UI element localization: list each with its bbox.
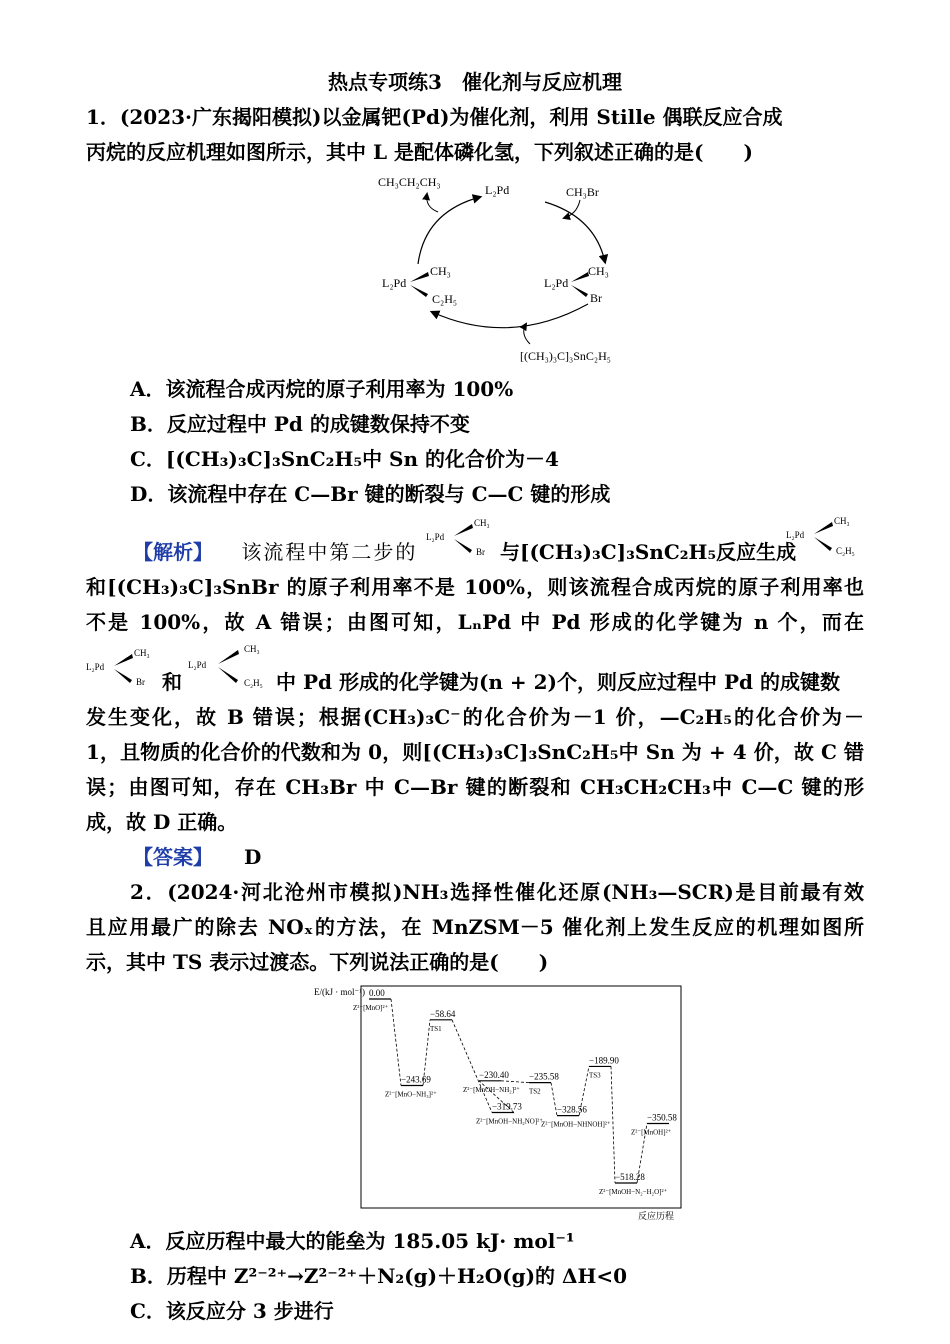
inline-struct-pd-ch3-c2h5-2 — [188, 640, 274, 690]
chart-ylabel: E/(kJ · mol⁻¹) — [314, 987, 365, 997]
svg-text:CH₃: CH₃ — [474, 518, 490, 528]
energy-value-label: −328.56 — [557, 1104, 587, 1115]
svg-text:C₂H₅: C₂H₅ — [244, 678, 263, 688]
cycle-reagent-tin: [(CH₃)₃C]₃SnC₂H₅ — [520, 349, 611, 363]
q1-option-d: D．该流程中存在 C—Br 键的断裂与 C—C 键的形成 — [130, 482, 611, 506]
analysis-line5: 发生变化，故 B 错误；根据(CH₃)₃C⁻的化合价为－1 价，—C₂H₅的化合价为－ — [86, 705, 864, 729]
svg-text:CH₃: CH₃ — [244, 644, 260, 654]
q2-option-b: B．历程中 Z²⁻²⁺→Z²⁻²⁺＋N₂(g)＋H₂O(g)的 ΔH<0 — [130, 1264, 628, 1288]
inline-struct-pd-ch3-br-2 — [86, 644, 156, 690]
q2-stem-line3: 示，其中 TS 表示过渡态。下列说法正确的是( ) — [86, 950, 549, 974]
analysis-tag: 【解析】 — [133, 540, 213, 564]
q1-stem-line2: 丙烷的反应机理如图所示，其中 L 是配体磷化氢，下列叙述正确的是( ) — [86, 140, 753, 164]
svg-text:CH₃: CH₃ — [834, 516, 850, 526]
cycle-reagent-ch3br: CH₃Br — [566, 185, 599, 199]
energy-value-label: −243.69 — [401, 1074, 431, 1085]
cycle-right-pd: L₂Pd — [544, 276, 569, 290]
q1-option-c: C．[(CH₃)₃C]₃SnC₂H₅中 Sn 的化合价为－4 — [130, 447, 559, 471]
cycle-left-pd: L₂Pd — [382, 276, 407, 290]
q2-stem-line1: 2．(2024·河北沧州市模拟)NH₃选择性催化还原(NH₃—SCR)是目前最有效 — [130, 880, 864, 904]
analysis-text-1a: 该流程中第二步的 — [241, 540, 418, 564]
cycle-right-br: Br — [590, 291, 602, 305]
energy-value-label: 0.00 — [369, 988, 385, 998]
analysis-line6: 1，且物质的化合价的代数和为 0，则[(CH₃)₃C]₃SnC₂H₅中 Sn 为 + 4 价，故 C 错 — [86, 740, 864, 764]
energy-species-label: TS3 — [589, 1071, 601, 1080]
svg-text:L₂Pd: L₂Pd — [188, 660, 207, 670]
energy-species-label: Z²⁻[MnOH−NH₂NO]²⁺ — [476, 1117, 543, 1126]
analysis-text-1b: 与[(CH₃)₃C]₃SnC₂H₅反应生成 — [500, 540, 797, 564]
energy-species-label: Z²⁻[MnO−NH₃]²⁺ — [385, 1090, 437, 1099]
energy-connector — [501, 1081, 529, 1083]
q1-option-b: B．反应过程中 Pd 的成键数保持不变 — [130, 412, 470, 436]
energy-species-label: Z²⁻[MnOH−NHNOH]²⁺ — [541, 1120, 611, 1129]
energy-value-label: −235.58 — [529, 1071, 559, 1082]
inline-struct-pd-ch3-br — [426, 514, 496, 560]
energy-species-label: Z²⁻[MnOH−NH₂]²⁺ — [463, 1085, 520, 1094]
cycle-top-pd: L₂Pd — [485, 183, 510, 197]
analysis-line4: 中 Pd 形成的化学键为(n + 2)个，则反应过程中 Pd 的成键数 — [276, 670, 840, 694]
q2-option-a: A．反应历程中最大的能垒为 185.05 kJ· mol⁻¹ — [130, 1229, 575, 1253]
analysis-line3: 不是 100%，故 A 错误；由图可知，LₙPd 中 Pd 形成的化学键为 n 个，而在 — [86, 610, 864, 634]
energy-species-label: Z²⁻[MnOH−N₂−H₂O]²⁺ — [599, 1188, 668, 1196]
catalytic-cycle-diagram — [370, 172, 640, 368]
energy-connector — [391, 999, 401, 1086]
analysis-line2: 和[(CH₃)₃C]₃SnBr 的原子利用率不是 100%，则该流程合成丙烷的原子利用率也 — [86, 575, 864, 599]
energy-species-label: TS2 — [529, 1087, 541, 1096]
energy-value-label: −350.58 — [647, 1112, 677, 1123]
q1-option-a: A．该流程合成丙烷的原子利用率为 100% — [130, 377, 514, 401]
energy-value-label: −518.28 — [615, 1172, 645, 1182]
energy-profile-chart — [308, 983, 688, 1223]
svg-text:L₂Pd: L₂Pd — [786, 530, 805, 540]
cycle-left-c2h5: C₂H₅ — [432, 292, 458, 306]
svg-text:L₂Pd: L₂Pd — [86, 662, 105, 672]
svg-text:Br: Br — [136, 677, 145, 687]
cycle-right-ch3: CH₃ — [588, 264, 609, 278]
energy-species-label: Z²⁻[MnO]²⁺ — [353, 1004, 389, 1012]
energy-connector — [452, 1020, 492, 1113]
q1-stem-line1: 1．(2023·广东揭阳模拟)以金属钯(Pd)为催化剂，利用 Stille 偶联反应合成 — [86, 105, 783, 129]
energy-value-label: −58.64 — [430, 1008, 456, 1019]
answer-tag: 【答案】 — [133, 845, 213, 869]
cycle-left-ch3: CH₃ — [430, 264, 451, 278]
q2-stem-line2: 且应用最广的除去 NOₓ的方法，在 MnZSM－5 催化剂上发生反应的机理如图所 — [86, 915, 864, 939]
inline-struct-pd-ch3-c2h5 — [786, 512, 866, 560]
analysis-line8: 成，故 D 正确。 — [86, 810, 238, 834]
energy-value-label: −230.40 — [479, 1069, 509, 1080]
answer-value: D — [243, 845, 262, 869]
page-title: 热点专项练3 催化剂与反应机理 — [328, 70, 622, 94]
energy-value-label: −319.73 — [492, 1101, 522, 1112]
answer-line — [133, 840, 911, 875]
energy-value-label: −189.90 — [589, 1055, 619, 1066]
svg-text:CH₃: CH₃ — [134, 648, 150, 658]
energy-species-label: TS1 — [430, 1024, 442, 1033]
svg-text:L₂Pd: L₂Pd — [426, 532, 445, 542]
energy-species-label: Z²⁻[MnOH]²⁺ — [631, 1128, 672, 1137]
svg-text:Br: Br — [476, 547, 485, 557]
svg-text:C₂H₅: C₂H₅ — [836, 546, 855, 556]
energy-connector — [611, 1066, 615, 1183]
chart-xlabel: 反应历程 — [638, 1211, 675, 1221]
analysis-line7: 误；由图可知，存在 CH₃Br 中 C—Br 键的断裂和 CH₃CH₂CH₃中 C—C 键的形 — [86, 775, 864, 799]
cycle-product: CH₃CH₂CH₃ — [378, 175, 441, 189]
q2-option-c: C．该反应分 3 步进行 — [130, 1299, 334, 1323]
analysis-and: 和 — [162, 670, 182, 694]
